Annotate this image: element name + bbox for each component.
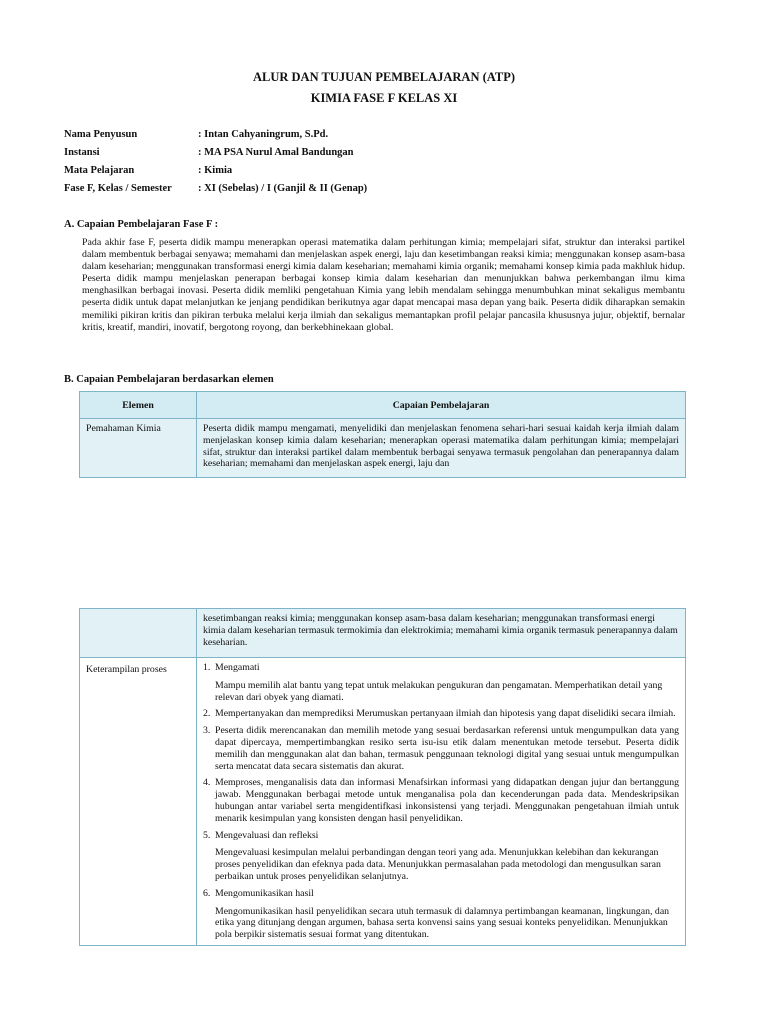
header-cp: Capaian Pembelajaran	[197, 392, 686, 419]
skill-title: Mempertanyakan dan memprediksi Merumuskan pertanyaan ilmiah dan hipotesis yang dapat diselidiki secara ilmiah.	[215, 708, 676, 720]
info-value: : Intan Cahyaningrum, S.Pd.	[198, 129, 329, 140]
skill-title: Mengevaluasi dan refleksi	[215, 829, 319, 841]
document-subtitle: KIMIA FASE F KELAS XI	[310, 91, 458, 105]
section-a-paragraph: Pada akhir fase F, peserta didik mampu menerapkan operasi matematika dalam perhitungan kimia; mempelajari sifat, struktur dan interaksi partikel dalam membentuk berbagai senyawa; memahami dan menjelaskan aspek energi, laju dan kesetimbangan reaksi kimia; menggunakan konsep asam-basa dalam keseharian; menggunakan transformasi energi kimia dalam keseharian; memahami kimia organik; memahami konsep kimia pada makhluk hidup. Peserta didik mampu menjelaskan penerapan berbagai konsep kimia dalam keseharian dan menunjukkan bahwa perkembangan ilmu kima menghasilkan berbagai inovasi. Peserta didik memliki pengetahuan Kimia yang lebih mendalam sehingga menumbuhkan minat sekaligus membantu peserta didik untuk dapat melanjutkan ke jenjang pendidikan berikutnya agar dapat mencapai masa depan yang baik. Peserta didik diharapkan semakin memiliki pikiran kritis dan pikiran terbuka melalui kerja ilmiah dan sekaligus memantapkan profil pelajar pancasila khususnya jujur, objektif, bernalar kritis, kreatif, mandiri, inovatif, bergotong royong, dan berkebhinekaan global.	[82, 237, 685, 333]
info-value: : Kimia	[198, 165, 233, 176]
skill-item	[203, 708, 679, 720]
skill-number: 5.	[203, 829, 211, 841]
skill-item	[203, 777, 679, 824]
cp-cell-continued: kesetimbangan reaksi kimia; menggunakan konsep asam-basa dalam keseharian; menggunakan transformasi energi kimia dalam keseharian termasuk termokimia dan elektrokimia; memahami kimia organik termasuk penerapannya dalam keseharian.	[197, 609, 686, 658]
skill-item	[203, 888, 679, 900]
info-block	[64, 128, 678, 200]
section-b-heading: B. Capaian Pembelajaran berdasarkan elemen	[64, 374, 274, 385]
element-cell: Pemahaman Kimia	[80, 419, 197, 478]
skills-cell	[197, 658, 686, 946]
cp-cell: Peserta didik mampu mengamati, menyelidiki dan menjelaskan fenomena sehari-hari sesuai kaidah kerja ilmiah dalam menjelaskan konsep kimia dalam keseharian; menerapkan operasi matematika dalam perhitungan kimia; mempelajari sifat, struktur dan interaksi partikel dalam membentuk berbagai senyawa termasuk pengolahan dan penerapannya dalam keseharian; memahami dan menjelaskan aspek energi, laju dan	[197, 419, 686, 478]
table-row	[80, 419, 686, 478]
cp-table	[79, 391, 686, 478]
section-a-heading: A. Capaian Pembelajaran Fase F :	[64, 219, 219, 230]
skill-description: Mengevaluasi kesimpulan melalui perbandingan dengan teori yang ada. Menunjukkan kelebihan dan kekurangan proses penyelidikan dan efeknya pada data. Menunjukkan permasalahan pada metodologi dan mengusulkan saran perbaikan untuk proses penyelidikan selanjutnya.	[215, 847, 661, 882]
skill-number: 1.	[203, 662, 211, 673]
skill-number: 6.	[203, 887, 211, 899]
info-row-author	[64, 128, 678, 146]
table-row	[80, 609, 686, 658]
skill-title: Mengamati	[215, 662, 260, 673]
skill-number: 3.	[203, 725, 211, 737]
info-label: Mata Pelajaran	[64, 165, 135, 176]
info-value: : MA PSA Nurul Amal Bandungan	[198, 147, 354, 158]
info-label: Instansi	[64, 147, 100, 158]
skill-item	[203, 725, 679, 772]
table-row	[80, 658, 686, 946]
info-label: Fase F, Kelas / Semester	[64, 183, 172, 194]
info-row-subject	[64, 164, 678, 182]
skill-item	[203, 662, 679, 674]
element-cell: Keterampilan proses	[80, 658, 197, 946]
info-label: Nama Penyusun	[64, 129, 138, 140]
skill-title: Mengomunikasikan hasil	[215, 887, 314, 899]
skill-title: Memproses, menganalisis data dan informasi Menafsirkan informasi yang didapatkan dengan jujur dan bertanggung jawab. Menggunakan berbagai metode untuk menganalisa pola dan kecenderungan pada data. Mendeskripsikan hubungan antar variabel serta mengidentifkasi inkonsistensi yang terjadi. Menggunakan pengetahuan ilmiah untuk menarik kesimpulan yang konsisten dengan hasil penyelidikan.	[215, 777, 679, 824]
skill-number: 4.	[203, 777, 211, 789]
cp-table-continued	[79, 608, 686, 946]
info-row-institution	[64, 146, 678, 164]
skill-description: Mengomunikasikan hasil penyelidikan secara utuh termasuk di dalamnya pertimbangan keamanan, lingkungan, dan etika yang ditunjang dengan argumen, bahasa serta konvensi sains yang sesuai konteks penyelidikan. Menunjukkan pola berpikir sistematis sesuai format yang ditentukan.	[215, 905, 670, 941]
info-value: : XI (Sebelas) / I (Ganjil & II (Genap)	[198, 183, 368, 194]
header-element: Elemen	[80, 392, 197, 419]
document-title: ALUR DAN TUJUAN PEMBELAJARAN (ATP)	[252, 70, 516, 84]
skill-number: 2.	[203, 708, 211, 720]
table-header-row	[80, 392, 686, 419]
info-row-phase	[64, 182, 678, 200]
skill-item	[203, 830, 679, 842]
skill-description: Mampu memilih alat bantu yang tepat untuk melakukan pengukuran dan pengamatan. Memperhatikan detail yang relevan dari obyek yang diamati.	[215, 679, 663, 703]
skill-title: Peserta didik merencanakan dan memilih metode yang sesuai berdasarkan referensi untuk mengumpulkan data yang dapat dipercaya, mempertimbangkan resiko serta isu-isu etik dalam menentukan metode tersebut. Peserta didik memilih dan menggunakan alat dan bahan, termasuk penggunaan teknologi digital yang sesuai untuk mengumpulkan serta mencatat data secara sistematis dan akurat.	[215, 725, 679, 772]
element-cell-empty	[80, 609, 197, 658]
